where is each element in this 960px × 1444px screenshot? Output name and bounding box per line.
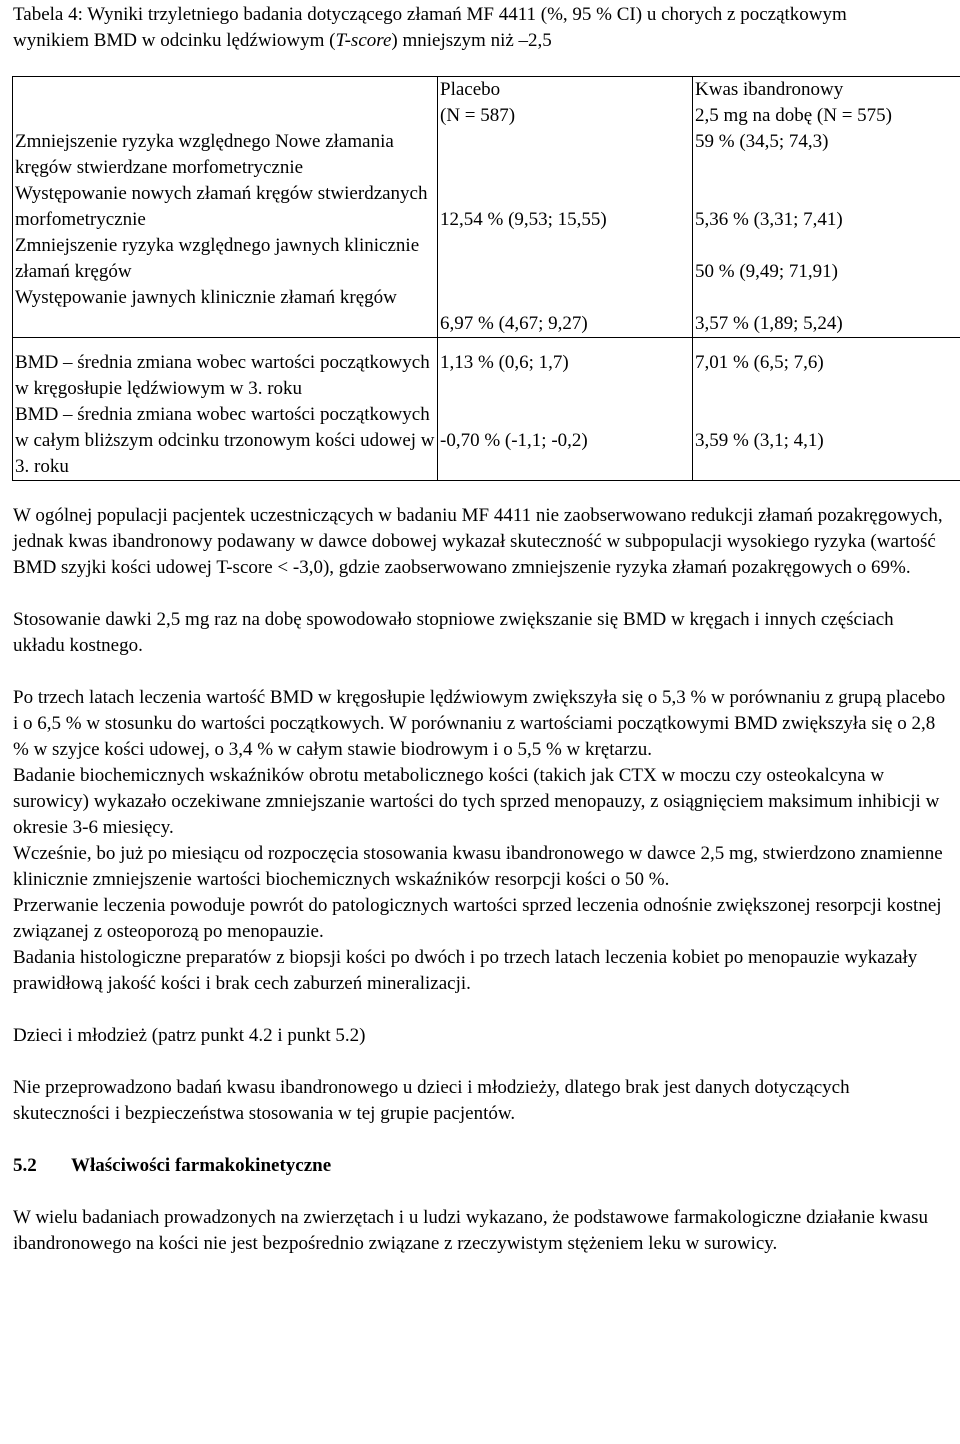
paragraph-discontinuation: Przerwanie leczenia powoduje powrót do patologicznych wartości sprzed leczenia odnośnie zwiększonej resorpcji kostnej związanej z osteoporozą po menopauzie. [13, 895, 942, 942]
subheading-pediatric: Dzieci i młodzież (patrz punkt 4.2 i punkt 5.2) [13, 1025, 366, 1046]
placebo-value: 12,54 % (9,53; 15,55) [440, 209, 607, 230]
placebo-cell [438, 129, 693, 338]
bmd-labels-cell [13, 338, 438, 481]
fracture-results-table [12, 76, 960, 481]
header-drug [693, 77, 960, 130]
caption-italic-term: T-score [335, 30, 392, 51]
placebo-value: 6,97 % (4,67; 9,27) [440, 313, 588, 334]
paragraph-bmd-results: Po trzech latach leczenia wartość BMD w kręgosłupie lędźwiowym zwiększyła się o 5,3 % w porównaniu z grupą placebo i o 6,5 % w stosunku do wartości początkowych. W porównaniu z wartościami początkowymi BMD zwiększyła się o 2,8 % w szyjce kości udowej, o 3,4 % w całym stawie biodrowym i o 5,5 % w krętarzu. [13, 687, 946, 760]
section-heading [13, 1153, 948, 1179]
bmd-placebo-cell [438, 338, 693, 481]
row-label: Występowanie jawnych klinicznie złamań kręgów [15, 287, 397, 308]
paragraph-nonvertebral: W ogólnej populacji pacjentek uczestniczących w badaniu MF 4411 nie zaobserwowano redukcji złamań pozakręgowych, jednak kwas ibandronowy podawany w dawce dobowej wykazał skuteczność w subpopulacji wysokiego ryzyka (wartość BMD szyjki kości udowej T-score < -3,0), gdzie zaobserwowano zmniejszenie ryzyka złamań pozakręgowych o 69%. [13, 505, 943, 578]
bmd-placebo-value: -0,70 % (-1,1; -0,2) [440, 430, 588, 451]
bmd-row-label: BMD – średnia zmiana wobec wartości początkowych w kręgosłupie lędźwiowym w 3. roku [15, 352, 430, 399]
header-placebo [438, 77, 693, 130]
paragraph-pediatric: Nie przeprowadzono badań kwasu ibandronowego u dzieci i młodzieży, dlatego brak jest danych dotyczących skuteczności i bezpieczeństwa stosowania w tej grupie pacjentów. [13, 1077, 850, 1124]
table-bmd-row [13, 338, 960, 481]
header-placebo-n: (N = 587) [440, 105, 516, 126]
drug-value: 50 % (9,49; 71,91) [695, 261, 839, 282]
caption-text: Tabela 4: Wyniki trzyletniego badania dotyczącego złamań MF 4411 (%, 95 % CI) u chorych z początkowym wynikiem BMD w odcinku lędźwiowym ( [13, 4, 847, 51]
drug-cell [693, 129, 960, 338]
header-drug-label: Kwas ibandronowy [695, 79, 844, 100]
caption-text-end: ) mniejszym niż –2,5 [391, 30, 552, 51]
bmd-row-label: BMD – średnia zmiana wobec wartości początkowych w całym bliższym odcinku trzonowym kości udowej w 3. roku [15, 404, 435, 477]
bmd-drug-value: 3,59 % (3,1; 4,1) [695, 430, 824, 451]
drug-value: 3,57 % (1,89; 5,24) [695, 313, 843, 334]
table-header-row [13, 77, 960, 130]
bmd-drug-cell [693, 338, 960, 481]
section-number: 5.2 [13, 1155, 37, 1176]
header-drug-dose: 2,5 mg na dobę (N = 575) [695, 105, 892, 126]
document-page [13, 2, 948, 1257]
paragraph-pharmacokinetics: W wielu badaniach prowadzonych na zwierzętach i u ludzi wykazano, że podstawowe farmakologiczne działanie kwasu ibandronowego na kości nie jest bezpośrednio związane z rzeczywistym stężeniem leku w surowicy. [13, 1207, 928, 1254]
table-body-row [13, 129, 960, 338]
section-title: Właściwości farmakokinetyczne [71, 1155, 332, 1176]
paragraph-histology: Badania histologiczne preparatów z biopsji kości po dwóch i po trzech latach leczenia kobiet po menopauzie wykazały prawidłową jakość kości i brak cech zaburzeń mineralizacji. [13, 947, 918, 994]
header-empty-cell [13, 77, 438, 130]
row-label: Zmniejszenie ryzyka względnego Nowe złamania kręgów stwierdzane morfometrycznie [15, 131, 394, 178]
row-label: Występowanie nowych złamań kręgów stwierdzanych morfometrycznie [15, 183, 428, 230]
row-label: Zmniejszenie ryzyka względnego jawnych klinicznie złamań kręgów [15, 235, 420, 282]
table-caption [13, 2, 913, 54]
paragraph-dose-effect: Stosowanie dawki 2,5 mg raz na dobę spowodowało stopniowe zwiększanie się BMD w kręgach i innych częściach układu kostnego. [13, 609, 894, 656]
bmd-drug-value: 7,01 % (6,5; 7,6) [695, 352, 824, 373]
drug-value: 59 % (34,5; 74,3) [695, 131, 829, 152]
bmd-placebo-value: 1,13 % (0,6; 1,7) [440, 352, 569, 373]
drug-value: 5,36 % (3,31; 7,41) [695, 209, 843, 230]
paragraph-early-effect: Wcześnie, bo już po miesiącu od rozpoczęcia stosowania kwasu ibandronowego w dawce 2,5 mg, stwierdzono znamienne klinicznie zmniejszenie wartości biochemicznych wskaźników resorpcji kości o 50 %. [13, 843, 943, 890]
header-placebo-label: Placebo [440, 79, 501, 100]
labels-cell [13, 129, 438, 338]
paragraph-biochemical-markers: Badanie biochemicznych wskaźników obrotu metabolicznego kości (takich jak CTX w moczu czy osteokalcyna w surowicy) wykazało oczekiwane zmniejszanie wartości do tych sprzed menopauzy, z osiągnięciem maksimum inhibicji w okresie 3-6 miesięcy. [13, 765, 940, 838]
